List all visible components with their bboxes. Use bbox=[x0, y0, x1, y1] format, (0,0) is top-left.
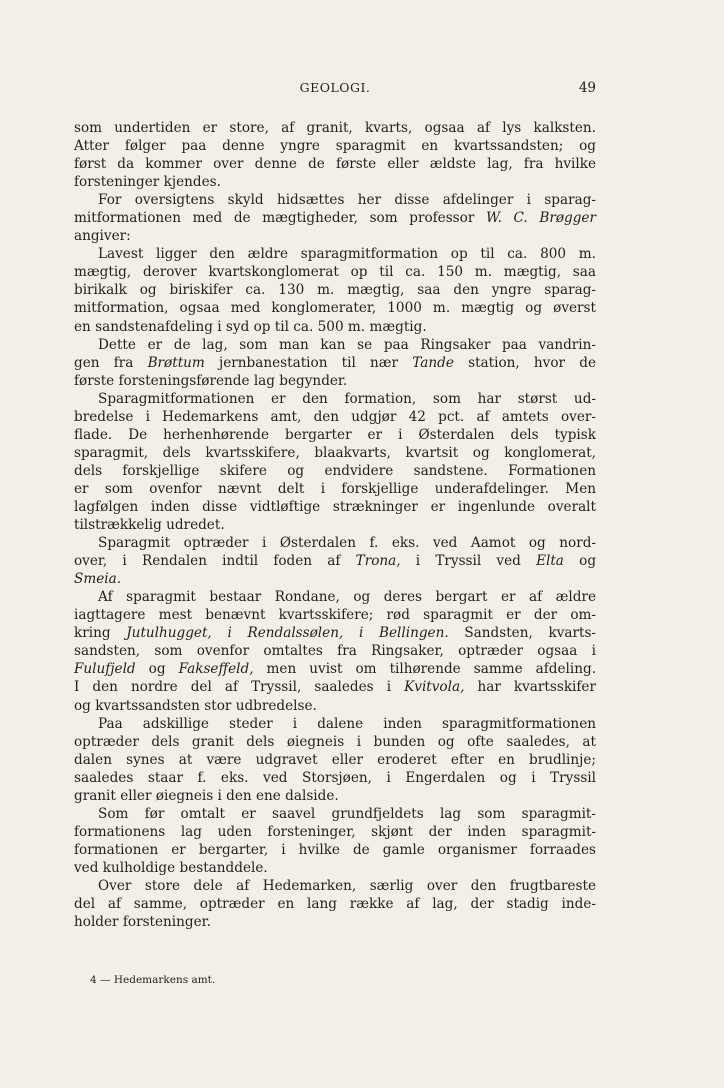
text-line: Lavest ligger den ældre sparagmitformation op til ca. 800 m. bbox=[98, 246, 596, 263]
text-line: mitformationen med de mægtigheder, som professor W. C. Brøgger bbox=[74, 210, 596, 227]
text-line: Sparagmitformationen er den formation, som har størst ud- bbox=[98, 390, 596, 407]
italic-name: Elta bbox=[536, 553, 564, 570]
italic-name: W. C. Brøgger bbox=[485, 210, 596, 227]
text-line: formationen er bergarter, i hvilke de gamle organismer forraades bbox=[74, 841, 596, 858]
text-line bbox=[74, 570, 596, 588]
text-line: mægtig, derover kvartskonglomerat op til ca. 150 m. mægtig, saa bbox=[74, 264, 596, 281]
text-line: I den nordre del af Tryssil, saaledes i Kvitvola, har kvartsskifer bbox=[74, 679, 596, 696]
text-line: og kvartssandsten stor udbredelse. bbox=[74, 697, 317, 714]
text-line: sparagmit, dels kvartsskifere, blaakvarts, kvartsit og konglomerat, bbox=[74, 444, 596, 461]
text-line: første forsteningsførende lag begynder. bbox=[74, 372, 348, 389]
italic-name: Fakseffeld, bbox=[178, 661, 254, 678]
italic-name: Brøttum bbox=[147, 354, 205, 371]
text-line: formationens lag uden forsteninger, skjønt der inden sparagmit- bbox=[74, 823, 596, 840]
italic-name: Jutulhugget, bbox=[126, 625, 212, 642]
text-line: Paa adskillige steder i dalene inden sparagmitformationen bbox=[98, 715, 596, 732]
text-line: forsteninger kjendes. bbox=[74, 174, 221, 191]
text-line: granit eller øiegneis i den ene dalside. bbox=[74, 787, 339, 804]
text-line: dalen synes at være udgravet eller eroderet efter en brudlinje; bbox=[74, 751, 596, 768]
text-line: holder forsteninger. bbox=[74, 914, 211, 931]
text-line: iagttagere mest benævnt kvartsskifere; rød sparagmit er der om- bbox=[74, 607, 596, 624]
text-line: mitformation, ogsaa med konglomerater, 1000 m. mægtig og øverst bbox=[74, 300, 596, 317]
text-line: først da kommer over denne de første eller ældste lag, fra hvilke bbox=[74, 156, 596, 173]
italic-name: Kvitvola, bbox=[404, 679, 465, 696]
italic-name: Fulufjeld bbox=[74, 661, 136, 678]
page-header bbox=[74, 80, 596, 100]
text-line: gen fra Brøttum jernbanestation til nær Tande station, hvor de bbox=[74, 354, 596, 371]
italic-name: Rendalssølen, bbox=[247, 625, 344, 642]
text-line: For oversigtens skyld hidsættes her disse afdelinger i sparag- bbox=[98, 192, 596, 209]
text-line: en sandstenafdeling i syd op til ca. 500 m. mægtig. bbox=[74, 318, 427, 335]
running-title: GEOLOGI. bbox=[299, 80, 371, 95]
text-line: Af sparagmit bestaar Rondane, og deres bergart er af ældre bbox=[98, 589, 596, 606]
italic-name: i bbox=[358, 625, 364, 642]
text-line: Dette er de lag, som man kan se paa Ringsaker paa vandrin- bbox=[98, 336, 596, 353]
italic-name: Tande bbox=[412, 354, 454, 371]
text-line: kring Jutulhugget, i Rendalssølen, i Bellingen. Sandsten, kvarts- bbox=[74, 625, 597, 642]
text-line: Over store dele af Hedemarken, særlig over den frugtbareste bbox=[98, 877, 596, 894]
text-line: del af samme, optræder en lang række af lag, der stadig inde- bbox=[74, 896, 596, 913]
text-line: er som ovenfor nævnt delt i forskjellige underafdelinger. Men bbox=[74, 480, 596, 497]
italic-name: Bellingen. bbox=[379, 625, 449, 642]
text-line: angiver: bbox=[74, 228, 131, 245]
text-line: tilstrækkelig udredet. bbox=[74, 517, 225, 534]
text-line: ved kulholdige bestanddele. bbox=[74, 859, 268, 876]
italic-name: Smeia. bbox=[74, 571, 122, 588]
text-line: birikalk og biriskifer ca. 130 m. mægtig, saa den yngre sparag- bbox=[74, 282, 596, 299]
text-line: Sparagmit optræder i Østerdalen f. eks. ved Aamot og nord- bbox=[98, 535, 596, 552]
italic-name: i bbox=[227, 625, 232, 642]
text-line: Atter følger paa denne yngre sparagmit en kvartssandsten; og bbox=[74, 138, 596, 155]
text-line: bredelse i Hedemarkens amt, den udgjør 42 pct. af amtets over- bbox=[74, 408, 596, 425]
text-line: sandsten, som ovenfor omtaltes fra Ringsaker, optræder ogsaa i bbox=[74, 643, 596, 660]
body-text bbox=[74, 119, 596, 931]
text-line: Som før omtalt er saavel grundfjeldets lag som sparagmit- bbox=[98, 805, 596, 822]
page-number: 49 bbox=[578, 80, 596, 96]
signature-mark: 4 — Hedemarkens amt. bbox=[90, 974, 216, 986]
text-line: lagfølgen inden disse vidtløftige strækninger er ingenlunde overalt bbox=[74, 498, 596, 515]
text-line: Fulufjeld og Fakseffeld, men uvist om tilhørende samme afdeling. bbox=[74, 661, 597, 678]
text-line: som undertiden er store, af granit, kvarts, ogsaa af lys kalksten. bbox=[74, 120, 596, 136]
text-line: saaledes staar f. eks. ved Storsjøen, i Engerdalen og i Tryssil bbox=[74, 769, 596, 786]
italic-name: Trona, bbox=[355, 553, 401, 570]
text-line: over, i Rendalen indtil foden af Trona, i Tryssil ved Elta og bbox=[74, 553, 597, 570]
text-line: optræder dels granit dels øiegneis i bunden og ofte saaledes, at bbox=[74, 733, 596, 750]
text-line: flade. De herhenhørende bergarter er i Østerdalen dels typisk bbox=[74, 426, 596, 443]
text-line: dels forskjellige skifere og endvidere sandstene. Formationen bbox=[74, 462, 596, 479]
